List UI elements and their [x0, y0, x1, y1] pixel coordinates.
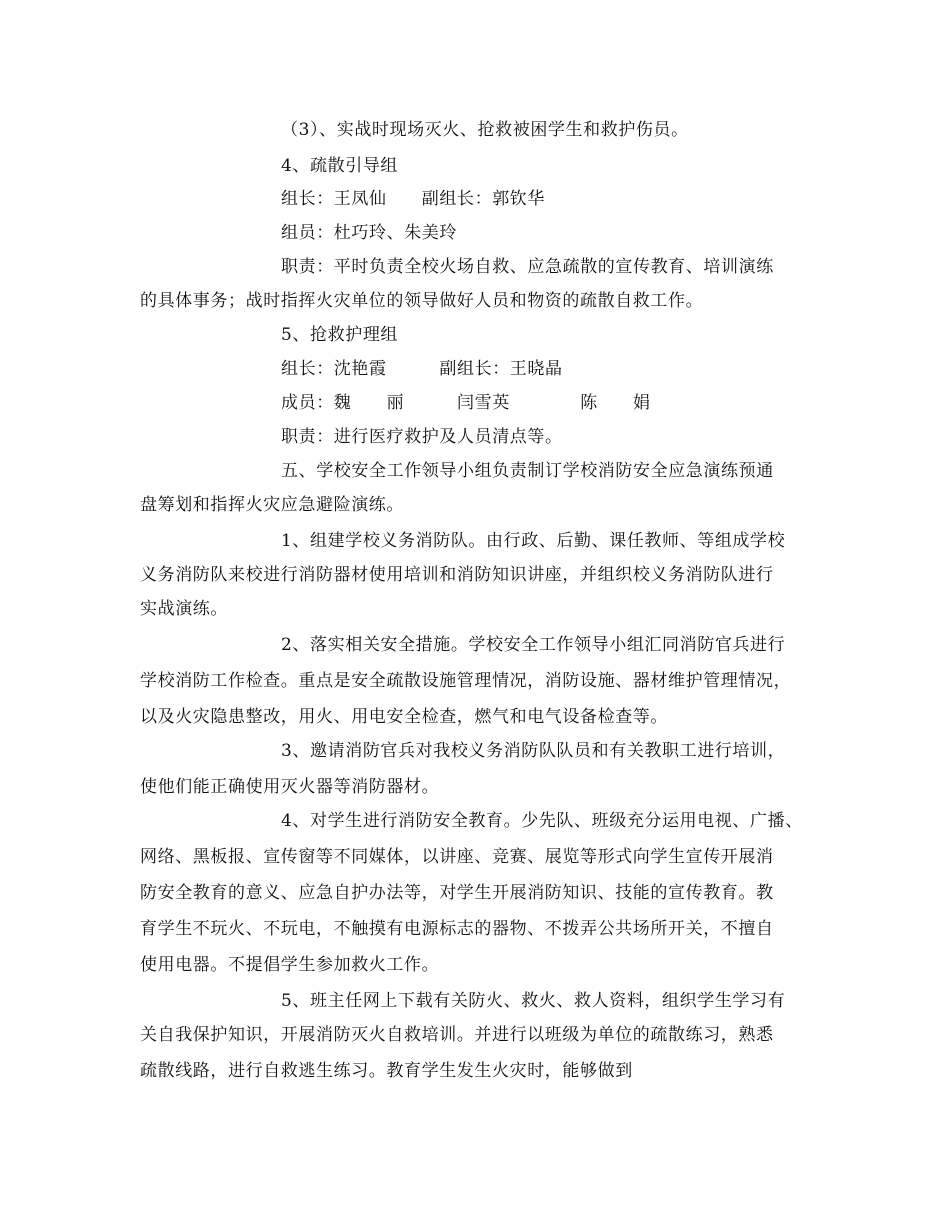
text-line: 五、学校安全工作领导小组负责制订学校消防安全应急演练预通 [281, 461, 774, 481]
text-line: 组员：杜巧玲、朱美玲 [281, 223, 457, 243]
text-line: 4、对学生进行消防安全教育。少先队、班级充分运用电视、广播、 [281, 811, 803, 831]
section-heading: 4、疏散引导组 [281, 156, 399, 176]
text-line: 的具体事务；战时指挥火灾单位的领导做好人员和物资的疏散自救工作。 [140, 291, 704, 311]
section-heading: 5、抢救护理组 [281, 325, 399, 345]
text-line: 3、邀请消防官兵对我校义务消防队队员和有关教职工进行培训， [281, 741, 786, 761]
text-line: 关自我保护知识，开展消防灭火自救培训。并进行以班级为单位的疏散练习，熟悉 [140, 1025, 774, 1045]
text-line: 成员：魏 丽 闫雪英 陈 娟 [281, 393, 651, 413]
text-line: 育学生不玩火、不玩电，不触摸有电源标志的器物、不拨弄公共场所开关，不擅自 [140, 919, 774, 939]
text-line: 疏散线路，进行自救逃生练习。教育学生发生火灾时，能够做到 [140, 1061, 633, 1081]
text-line: 使用电器。不提倡学生参加救火工作。 [140, 955, 440, 975]
text-line: 网络、黑板报、宣传窗等不同媒体，以讲座、竞赛、展览等形式向学生宣传开展消 [140, 847, 774, 867]
text-line: 职责：进行医疗救护及人员清点等。 [281, 427, 563, 447]
text-line: 组长：沈艳霞 副组长：王晓晶 [281, 359, 563, 379]
text-line: 2、落实相关安全措施。学校安全工作领导小组汇同消防官兵进行 [281, 635, 786, 655]
text-line: 防安全教育的意义、应急自护办法等，对学生开展消防知识、技能的宣传教育。教 [140, 883, 774, 903]
text-line: 1、组建学校义务消防队。由行政、后勤、课任教师、等组成学校 [281, 531, 786, 551]
text-line: 以及火灾隐患整改，用火、用电安全检查，燃气和电气设备检查等。 [140, 707, 668, 727]
text-line: 实战演练。 [140, 599, 228, 619]
text-line: 职责：平时负责全校火场自救、应急疏散的宣传教育、培训演练 [281, 257, 774, 277]
text-line: 组长：王凤仙 副组长：郭钦华 [281, 189, 545, 209]
text-line: 盘筹划和指挥火灾应急避险演练。 [140, 495, 404, 515]
text-line: 使他们能正确使用灭火器等消防器材。 [140, 777, 440, 797]
text-line: 学校消防工作检查。重点是安全疏散设施管理情况，消防设施、器材维护管理情况， [140, 671, 792, 691]
text-line: 义务消防队来校进行消防器材使用培训和消防知识讲座，并组织校义务消防队进行 [140, 565, 774, 585]
text-line: （3）、实战时现场灭火、抢救被困学生和救护伤员。 [281, 120, 689, 140]
text-line: 5、班主任网上下载有关防火、救火、救人资料，组织学生学习有 [281, 991, 786, 1011]
